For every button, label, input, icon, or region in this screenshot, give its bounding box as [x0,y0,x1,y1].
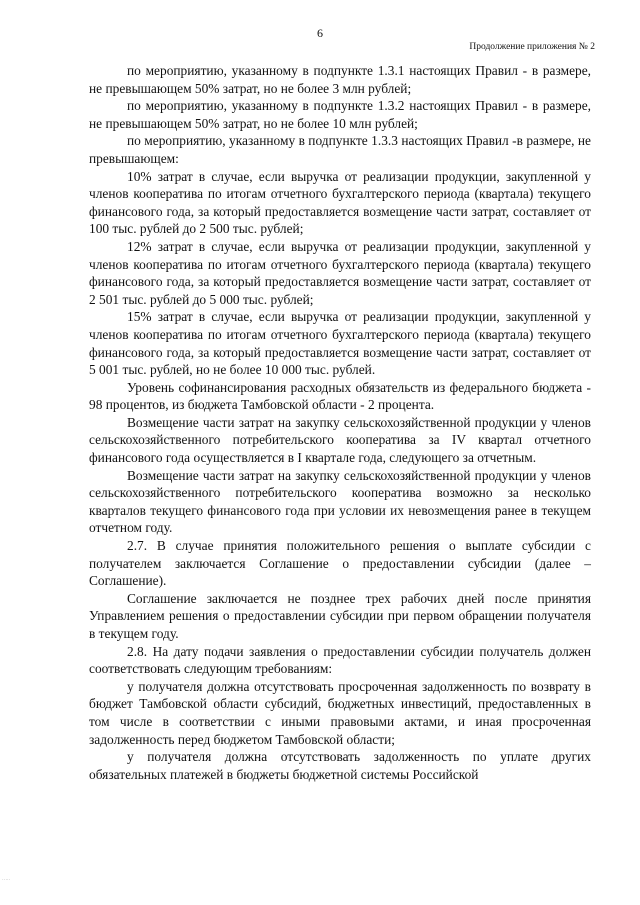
paragraph: Возмещение части затрат на закупку сельскохозяйственной продукции у членов сельскохозяйственного потребительского кооператива возможно за несколько кварталов текущего финансового года при условии их невозмещения ранее в текущем отчетном году. [89,467,591,536]
page-number: 6 [317,26,323,40]
paragraph: по мероприятию, указанному в подпункте 1.3.3 настоящих Правил -в размере, не превышающем: [89,133,591,166]
appendix-continuation-note: Продолжение приложения № 2 [469,42,595,52]
paragraph: у получателя должна отсутствовать задолженность по уплате других обязательных платежей в бюджеты бюджетной системы Российской [89,749,591,782]
paragraph: 12% затрат в случае, если выручка от реализации продукции, закупленной у членов кооператива по итогам отчетного бухгалтерского периода (квартала) текущего финансового года, за который предоставляется возмещение части затрат, составляет от 2 501 тыс. рублей до 5 000 тыс. рублей; [89,238,591,307]
paragraph: по мероприятию, указанному в подпункте 1.3.1 настоящих Правил - в размере, не превышающем 50% затрат, но не более 3 млн рублей; [89,63,591,96]
paragraph: Соглашение заключается не позднее трех рабочих дней после принятия Управлением решения о предоставлении субсидии при первом обращении получателя в текущем году. [89,590,591,641]
paragraph: 10% затрат в случае, если выручка от реализации продукции, закупленной у членов кооператива по итогам отчетного бухгалтерского периода (квартала) текущего финансового года, за который предоставляется возмещение части затрат, составляет от 100 тыс. рублей до 2 500 тыс. рублей; [89,168,591,237]
paragraph: 2.7. В случае принятия положительного решения о выплате субсидии с получателем заключается Соглашение о предоставлении субсидии (далее – Соглашение). [89,538,591,589]
paragraph: 15% затрат в случае, если выручка от реализации продукции, закупленной у членов кооператива по итогам отчетного бухгалтерского периода (квартала) текущего финансового года, за который предоставляется возмещение части затрат, составляет от 5 001 тыс. рублей, но не более 10 000 тыс. рублей. [89,309,591,378]
paragraph: по мероприятию, указанному в подпункте 1.3.2 настоящих Правил - в размере, не превышающем 50% затрат, но не более 10 млн рублей; [89,98,591,131]
paragraph: Возмещение части затрат на закупку сельскохозяйственной продукции у членов сельскохозяйственного потребительского кооператива за IV квартал отчетного финансового года осуществляется в I квартале года, следующего за отчетным. [89,414,591,466]
paragraph: 2.8. На дату подачи заявления о предоставлении субсидии получатель должен соответствовать следующим требованиям: [89,643,591,677]
document-body [89,62,591,783]
paragraph: у получателя должна отсутствовать просроченная задолженность по возврату в бюджет Тамбовской области субсидий, бюджетных инвестиций, предоставленных в том числе в соответствии с иными правовыми актами, и иная просроченная задолженность перед бюджетом Тамбовской области; [89,678,591,747]
paragraph: Уровень софинансирования расходных обязательств из федерального бюджета - 98 процентов, из бюджета Тамбовской области - 2 процента. [89,379,591,413]
scan-edge-mark: ····· [2,878,11,883]
